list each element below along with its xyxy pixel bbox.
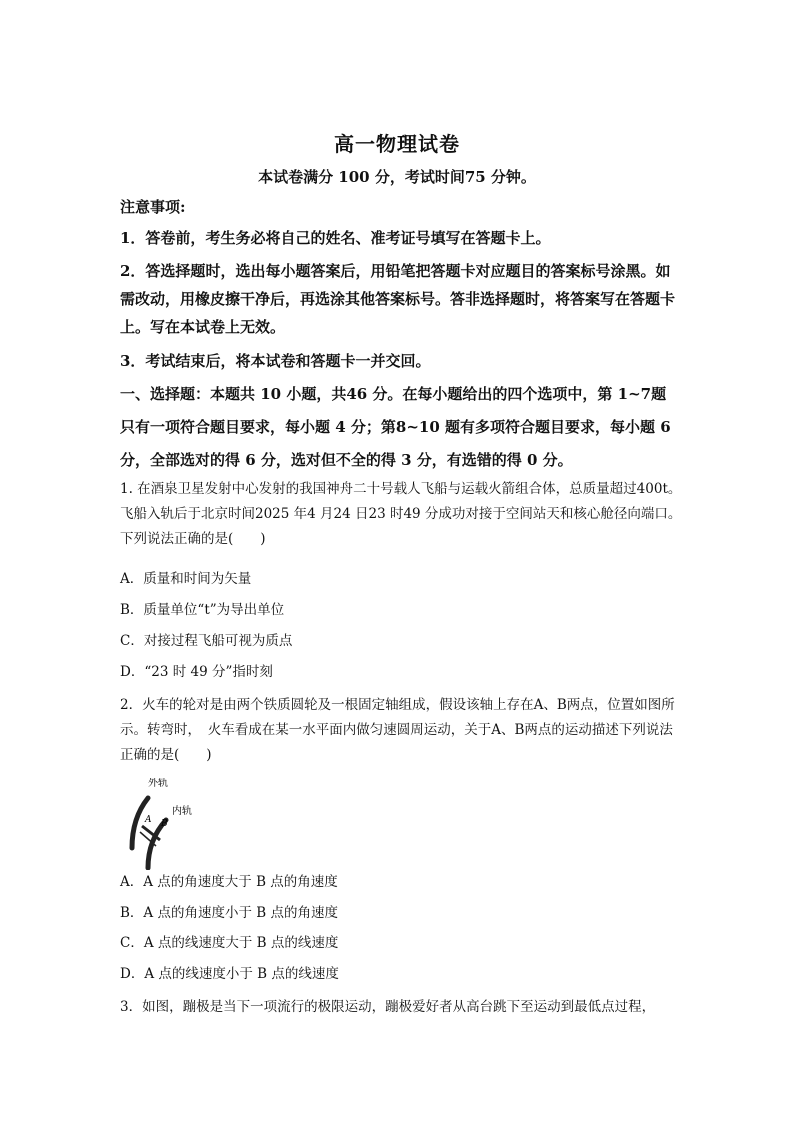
question-1-option-c: C．对接过程飞船可视为质点 (120, 633, 293, 649)
question-1-option-b: B．质量单位“t”为导出单位 (120, 602, 285, 618)
outer-rail-label: 外轨 (148, 778, 168, 789)
point-b-label: B (161, 819, 168, 829)
question-1-option-a: A．质量和时间为矢量 (120, 571, 252, 587)
inner-rail-label: 内轨 (172, 806, 192, 817)
notice-item-3: 3．考试结束后，将本试卷和答题卡一并交回。 (120, 352, 431, 370)
question-3-stem: 3．如图，蹦极是当下一项流行的极限运动，蹦极爱好者从高台跳下至运动到最低点过程， (120, 999, 656, 1015)
question-2-option-c: C．A 点的线速度大于 B 点的线速度 (120, 935, 339, 951)
wheelset-diagram (118, 778, 208, 870)
question-2-option-b: B．A 点的角速度小于 B 点的角速度 (120, 905, 338, 921)
question-1-stem: 1. 在酒泉卫星发射中心发射的我国神舟二十号载人飞船与运载火箭组合体，总质量超过400t。飞船入轨后于北京时间2025 年4 月24 日23 时49 分成功对接于空间站天和核心舱径向端口。下列说法正确的是( ) (120, 481, 682, 547)
notice-item-2: 2．答选择题时，选出每小题答案后，用铅笔把答题卡对应题目的答案标号涂黑。如需改动，用橡皮擦干净后，再选涂其他答案标号。答非选择题时，将答案写在答题卡上。写在本试卷上无效。 (120, 262, 676, 336)
section-one-instructions: 一、选择题：本题共 10 小题，共46 分。在每小题给出的四个选项中，第 1~7题只有一项符合题目要求，每小题 4 分；第8~10 题有多项符合题目要求，每小题 6 分，全部选对的得 6 分，选对但不全的得 3 分，有选错的得 0 分。 (120, 385, 671, 469)
exam-subtitle: 本试卷满分 100 分，考试时间75 分钟。 (258, 168, 536, 186)
notice-item-1: 1．答卷前，考生务必将自己的姓名、准考证号填写在答题卡上。 (120, 229, 551, 247)
page-title: 高一物理试卷 (334, 132, 460, 156)
point-a-label: A (145, 815, 152, 825)
question-1-option-d: D．“23 时 49 分”指时刻 (120, 664, 273, 680)
question-2-stem: 2．火车的轮对是由两个铁质圆轮及一根固定轴组成，假设该轴上存在A、B两点，位置如图所示。转弯时， 火车看成在某一水平面内做匀速圆周运动，关于A、B两点的运动描述下列说法正确的是( ) (120, 697, 675, 763)
notice-heading: 注意事项: (120, 198, 186, 216)
question-2-option-a: A．A 点的角速度大于 B 点的角速度 (120, 874, 338, 890)
question-2-option-d: D．A 点的线速度小于 B 点的线速度 (120, 966, 339, 982)
